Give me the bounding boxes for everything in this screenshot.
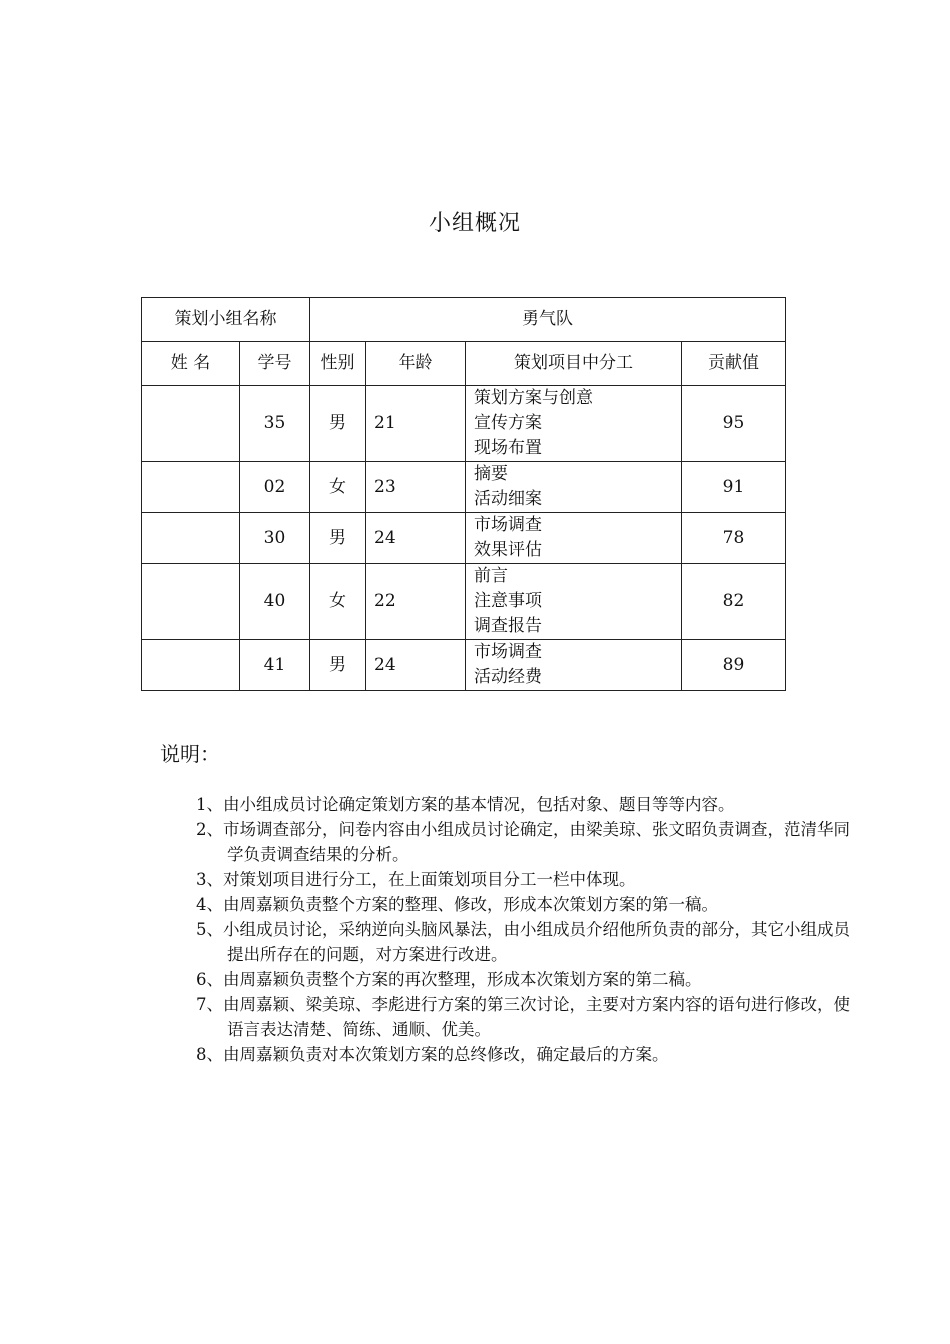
table-row [142, 564, 786, 640]
group-table [141, 297, 786, 691]
task-line: 效果评估 [474, 540, 542, 560]
task-line: 注意事项 [474, 591, 542, 611]
header-name: 姓 名 [142, 342, 240, 386]
table-row [142, 513, 786, 564]
note-item: 6、由周嘉颖负责整个方案的再次整理，形成本次策划方案的第二稿。 [196, 970, 702, 989]
task-line: 市场调查 [474, 642, 542, 662]
group-name-row [142, 298, 786, 342]
note-item: 8、由周嘉颖负责对本次策划方案的总终修改，确定最后的方案。 [196, 1045, 669, 1064]
cell-age: 21 [366, 386, 466, 462]
note-item: 4、由周嘉颖负责整个方案的整理、修改，形成本次策划方案的第一稿。 [196, 895, 718, 914]
cell-id: 40 [240, 564, 310, 640]
note-item: 7、由周嘉颖、梁美琼、李彪进行方案的第三次讨论，主要对方案内容的语句进行修改，使语言表达清楚、简练、通顺、优美。 [196, 995, 850, 1039]
note-item: 5、小组成员讨论，采纳逆向头脑风暴法，由小组成员介绍他所负责的部分，其它小组成员提出所存在的问题，对方案进行改进。 [196, 920, 850, 964]
task-line: 宣传方案 [474, 413, 542, 433]
cell-name [142, 513, 240, 564]
note-item: 3、对策划项目进行分工，在上面策划项目分工一栏中体现。 [196, 870, 636, 889]
task-line: 调查报告 [474, 616, 542, 636]
cell-gender: 女 [310, 564, 366, 640]
task-line: 现场布置 [474, 438, 542, 458]
cell-id: 35 [240, 386, 310, 462]
table-row [142, 386, 786, 462]
table-header-row [142, 342, 786, 386]
cell-tasks [466, 386, 682, 462]
group-name-label: 策划小组名称 [142, 298, 310, 342]
cell-name [142, 386, 240, 462]
cell-id: 02 [240, 462, 310, 513]
cell-score: 91 [682, 462, 786, 513]
header-id: 学号 [240, 342, 310, 386]
header-score: 贡献值 [682, 342, 786, 386]
cell-tasks [466, 462, 682, 513]
task-line: 活动经费 [474, 667, 542, 687]
cell-age: 24 [366, 640, 466, 691]
task-line: 市场调查 [474, 515, 542, 535]
cell-age: 23 [366, 462, 466, 513]
cell-score: 89 [682, 640, 786, 691]
cell-gender: 男 [310, 513, 366, 564]
cell-age: 22 [366, 564, 466, 640]
cell-id: 30 [240, 513, 310, 564]
cell-score: 78 [682, 513, 786, 564]
cell-tasks [466, 564, 682, 640]
header-tasks: 策划项目中分工 [466, 342, 682, 386]
cell-score: 82 [682, 564, 786, 640]
cell-name [142, 640, 240, 691]
cell-tasks [466, 640, 682, 691]
notes-heading: 说明： [160, 742, 220, 766]
page-title: 小组概况 [428, 211, 521, 236]
cell-score: 95 [682, 386, 786, 462]
note-item: 1、由小组成员讨论确定策划方案的基本情况，包括对象、题目等等内容。 [196, 795, 735, 814]
cell-gender: 男 [310, 386, 366, 462]
task-line: 策划方案与创意 [474, 388, 593, 408]
task-line: 前言 [474, 566, 508, 586]
notes-list [196, 792, 856, 1067]
cell-id: 41 [240, 640, 310, 691]
cell-name [142, 462, 240, 513]
table-row [142, 640, 786, 691]
header-age: 年龄 [366, 342, 466, 386]
cell-age: 24 [366, 513, 466, 564]
task-line: 活动细案 [474, 489, 542, 509]
cell-tasks [466, 513, 682, 564]
note-item: 2、市场调查部分，问卷内容由小组成员讨论确定，由梁美琼、张文昭负责调查，范清华同学负责调查结果的分析。 [196, 820, 850, 864]
cell-gender: 女 [310, 462, 366, 513]
group-name-value: 勇气队 [310, 298, 786, 342]
cell-gender: 男 [310, 640, 366, 691]
header-gender: 性别 [310, 342, 366, 386]
cell-name [142, 564, 240, 640]
table-row [142, 462, 786, 513]
task-line: 摘要 [474, 464, 508, 484]
